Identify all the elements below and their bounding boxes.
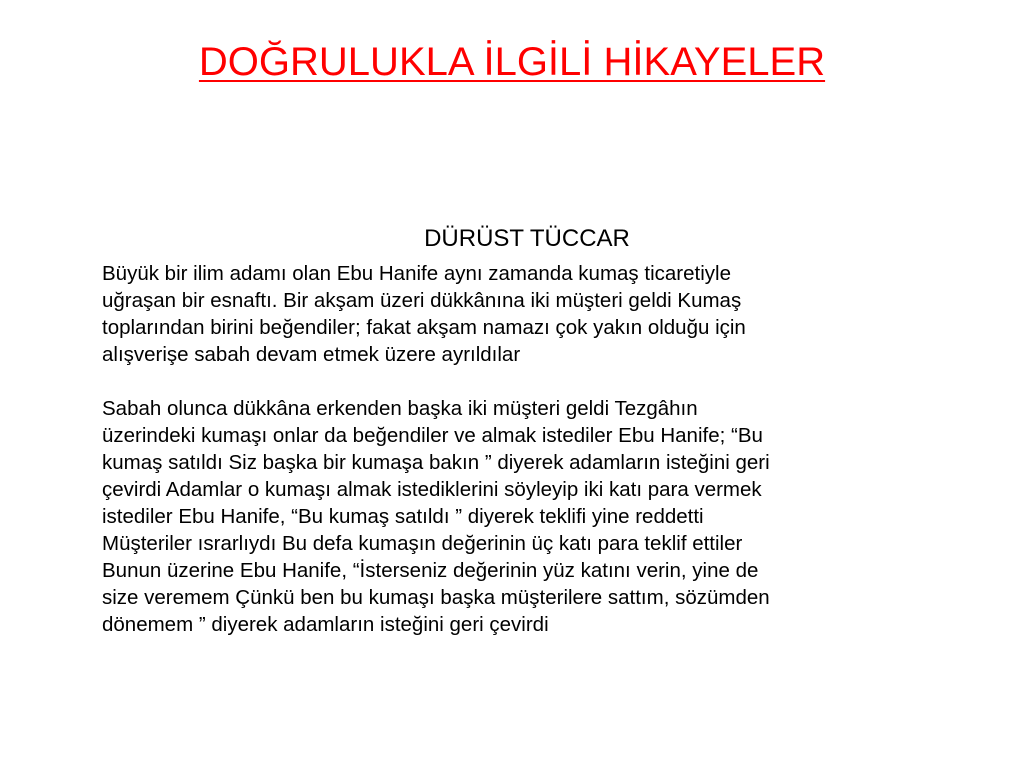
slide-title: DOĞRULUKLA İLGİLİ HİKAYELER [198, 40, 826, 84]
story-paragraph-2: Sabah olunca dükkâna erkenden başka iki müşteri geldi Tezgâhın üzerindeki kumaşı onlar da beğendiler ve almak istediler Ebu Hanife; “Bu kumaş satıldı Siz başka bir kumaşa bakın ” diyerek adamların isteğini geri çevirdi Adamlar o kumaşı almak istediklerini söyleyip iki katı para vermek istediler Ebu Hanife, “Bu kumaş satıldı ” diyerek teklifi yine reddetti Müşteriler ısrarlıydı Bu defa kumaşın değerinin üç katı para teklif ettiler Bunun üzerine Ebu Hanife, “İsterseniz değerinin yüz katını verin, yine de size veremem Çünkü ben bu kumaşı başka müşterilere sattım, sözümden dönemem ” diyerek adamların isteğini geri çevirdi [102, 397, 770, 636]
paragraph-spacer [102, 368, 952, 395]
story-paragraph-1: Büyük bir ilim adamı olan Ebu Hanife aynı zamanda kumaş ticaretiyle uğraşan bir esnaftı. Bir akşam üzeri dükkânına iki müşteri geldi Kumaş toplarından birini beğendiler; fakat akşam namazı çok yakın olduğu için alışverişe sabah devam etmek üzere ayrıldılar [102, 262, 746, 366]
section-heading: DÜRÜST TÜCCAR [424, 225, 630, 252]
slide-content [102, 218, 952, 638]
